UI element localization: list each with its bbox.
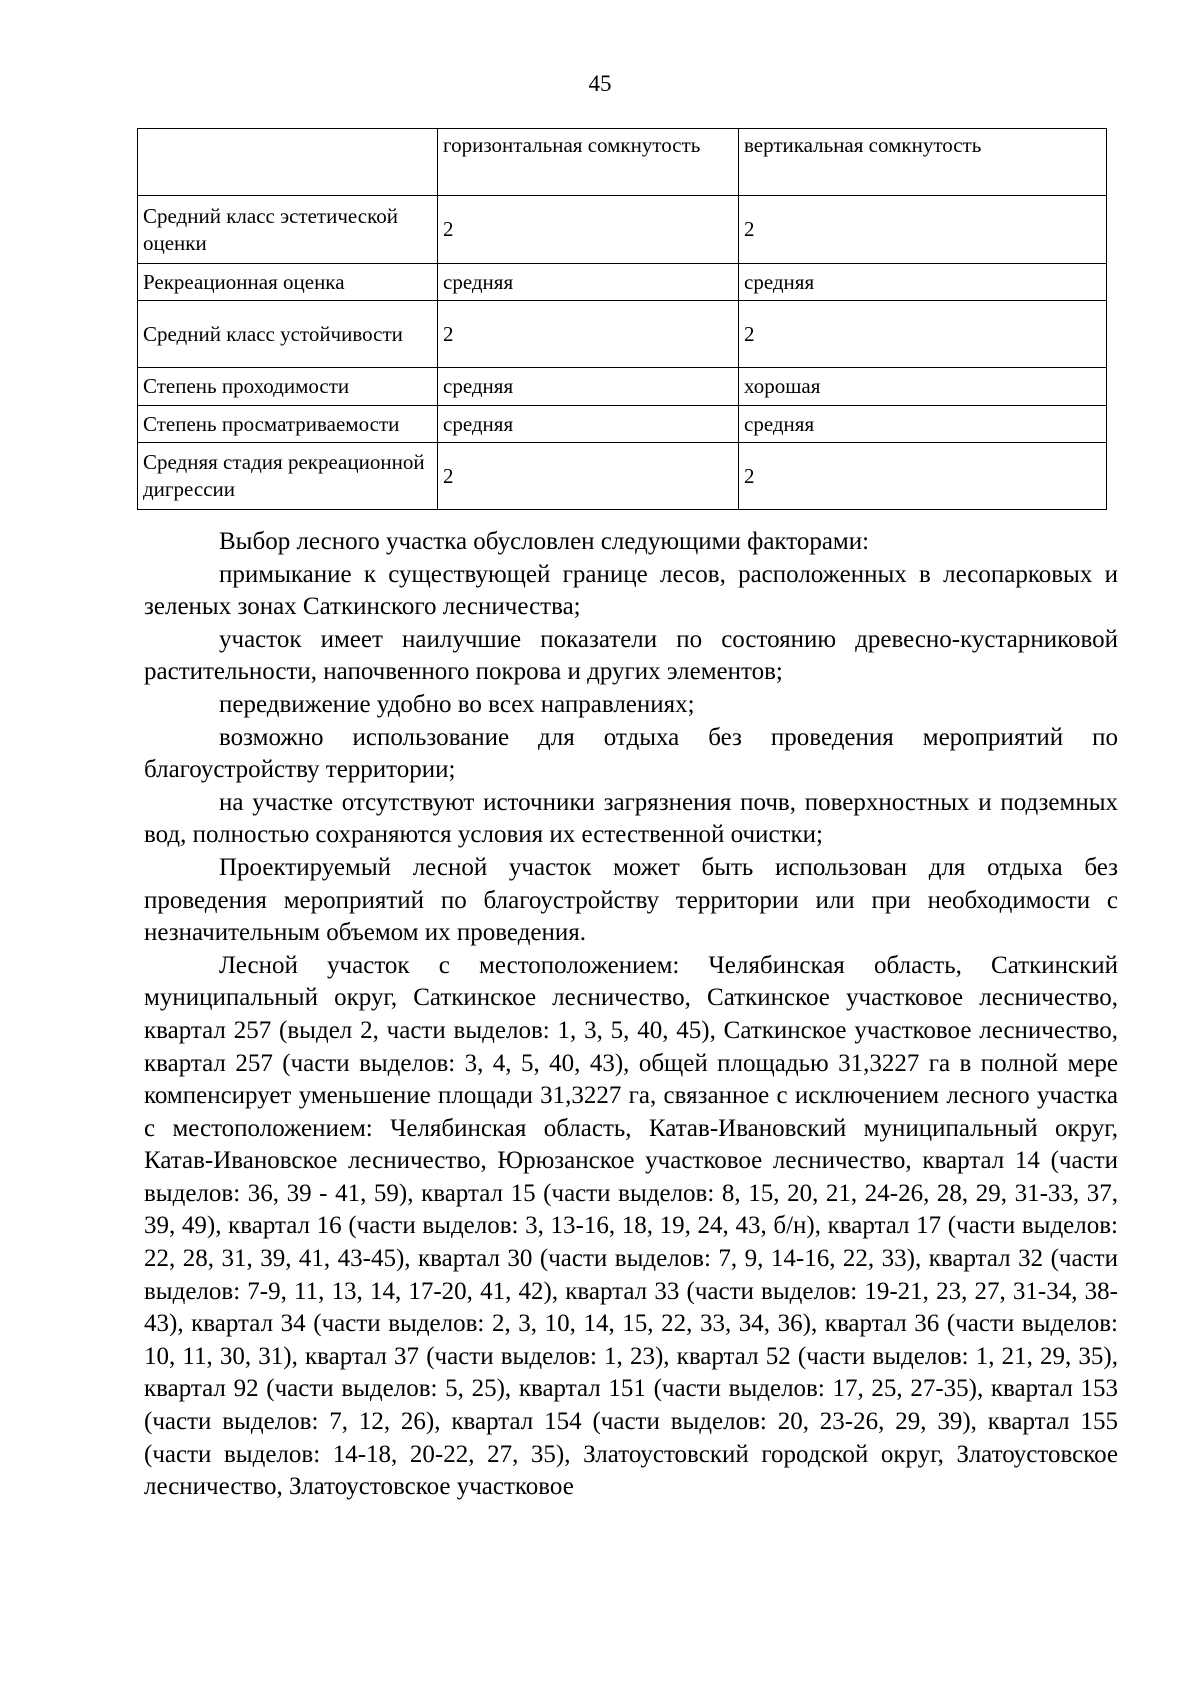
paragraph: передвижение удобно во всех направлениях;	[219, 690, 695, 718]
table-row	[138, 406, 1107, 443]
table-cell: средняя	[739, 264, 1107, 301]
table-cell: хорошая	[739, 368, 1107, 406]
paragraph: на участке отсутствуют источники загрязнения почв, поверхностных и подземных вод, полностью сохраняются условия их естественной очистки;	[144, 788, 1118, 849]
table-row	[138, 301, 1107, 368]
table-cell: средняя	[438, 368, 739, 406]
table-cell: Степень проходимости	[138, 368, 438, 406]
paragraph: примыкание к существующей границе лесов, расположенных в лесопарковых и зеленых зонах Саткинского лесничества;	[144, 560, 1118, 621]
paragraph: возможно использование для отдыха без проведения мероприятий по благоустройству территории;	[144, 723, 1118, 784]
paragraph: Выбор лесного участка обусловлен следующими факторами:	[219, 528, 870, 555]
table-header-cell: горизонтальная сомкнутость	[438, 129, 739, 196]
table-cell: 2	[438, 196, 739, 264]
table-cell: Средняя стадия рекреационной дигрессии	[138, 443, 438, 510]
body-text	[144, 526, 1118, 1504]
table-header-row	[138, 129, 1107, 196]
paragraph: Лесной участок с местоположением: Челябинская область, Саткинский муниципальный округ, Саткинское лесничество, Саткинское участковое лесничество, квартал 257 (выдел 2, части выделов: 1, 3, 5, 40, 45), Саткинское участковое лесничество, квартал 257 (части выделов: 3, 4, 5, 40, 43), общей площадью 31,3227 га в полной мере компенсирует уменьшение площади 31,3227 га, связанное с исключением лесного участка с местоположением: Челябинская область, Катав-Ивановский муниципальный округ, Катав-Ивановское лесничество, Юрюзанское участковое лесничество, квартал 14 (части выделов: 36, 39 - 41, 59), квартал 15 (части выделов: 8, 15, 20, 21, 24-26, 28, 29, 31-33, 37, 39, 49), квартал 16 (части выделов: 3, 13-16, 18, 19, 24, 43, б/н), квартал 17 (части выделов: 22, 28, 31, 39, 41, 43-45), квартал 30 (части выделов: 7, 9, 14-16, 22, 33), квартал 32 (части выделов: 7-9, 11, 13, 14, 17-20, 41, 42), квартал 33 (части выделов: 19-21, 23, 27, 31-34, 38-43), квартал 34 (части выделов: 2, 3, 10, 14, 15, 22, 33, 34, 36), квартал 36 (части выделов: 10, 11, 30, 31), квартал 37 (части выделов: 1, 23), квартал 52 (части выделов: 1, 21, 29, 35), квартал 92 (части выделов: 5, 25), квартал 151 (части выделов: 17, 25, 27-35), квартал 153 (части выделов: 7, 12, 26), квартал 154 (части выделов: 20, 23-26, 29, 39), квартал 155 (части выделов: 14-18, 20-22, 27, 35), Златоустовский городской округ, Златоустовское лесничество, Златоустовское участковое	[144, 951, 1118, 1501]
table-header-cell	[138, 129, 438, 196]
forest-parameters-table	[137, 128, 1107, 510]
table-cell: 2	[739, 443, 1107, 510]
table-cell: средняя	[438, 406, 739, 443]
table-row	[138, 368, 1107, 406]
table-row	[138, 264, 1107, 301]
table-row	[138, 196, 1107, 264]
table-cell: 2	[739, 301, 1107, 368]
paragraph: участок имеет наилучшие показатели по состоянию древесно-кустарниковой растительности, напочвенного покрова и других элементов;	[144, 625, 1118, 686]
table-cell: 2	[438, 443, 739, 510]
paragraph: Проектируемый лесной участок может быть использован для отдыха без проведения мероприятий по благоустройству территории или при необходимости с незначительным объемом их проведения.	[144, 853, 1118, 947]
table-cell: 2	[739, 196, 1107, 264]
page-number: 45	[588, 71, 612, 96]
table-cell: 2	[438, 301, 739, 368]
table-cell: Рекреационная оценка	[138, 264, 438, 301]
table-row	[138, 443, 1107, 510]
table-cell: Средний класс устойчивости	[138, 301, 438, 368]
table-cell: Средний класс эстетической оценки	[138, 196, 438, 264]
table-cell: средняя	[739, 406, 1107, 443]
table-cell: средняя	[438, 264, 739, 301]
table-cell: Степень просматриваемости	[138, 406, 438, 443]
table-header-cell: вертикальная сомкнутость	[739, 129, 1107, 196]
